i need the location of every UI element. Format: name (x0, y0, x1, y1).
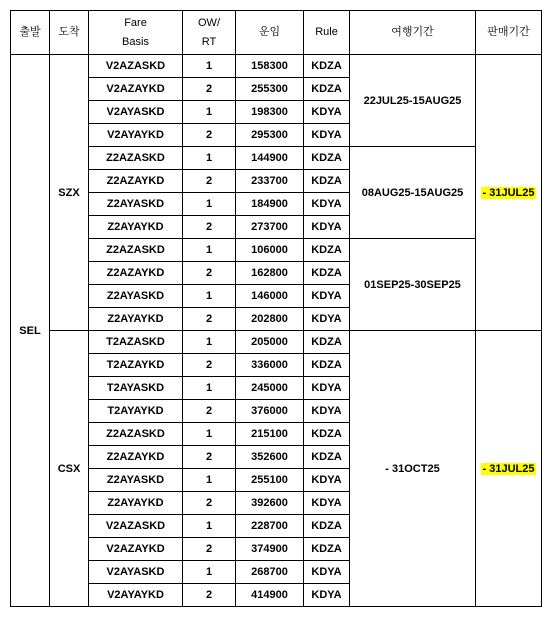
fare-basis-cell: V2AYAYKD (89, 124, 183, 147)
sales-period-highlight: - 31JUL25 (482, 462, 535, 475)
table-row (11, 331, 542, 354)
owrt-cell: 1 (183, 377, 236, 400)
fare-basis-cell: V2AZAYKD (89, 538, 183, 561)
rule-cell: KDZA (304, 515, 350, 538)
fare-cell: 146000 (236, 285, 304, 308)
owrt-cell: 1 (183, 285, 236, 308)
owrt-cell: 2 (183, 170, 236, 193)
fare-table (10, 10, 542, 607)
owrt-cell: 2 (183, 308, 236, 331)
owrt-cell: 2 (183, 354, 236, 377)
fare-basis-cell: T2AYASKD (89, 377, 183, 400)
fare-basis-cell: Z2AZASKD (89, 239, 183, 262)
fare-basis-cell: T2AZASKD (89, 331, 183, 354)
fare-basis-cell: Z2AZASKD (89, 423, 183, 446)
fare-cell: 202800 (236, 308, 304, 331)
owrt-cell: 2 (183, 584, 236, 607)
travel-period-cell: 01SEP25-30SEP25 (350, 239, 476, 331)
owrt-cell: 2 (183, 78, 236, 101)
owrt-cell: 1 (183, 55, 236, 78)
header-fare: 운임 (236, 11, 304, 55)
fare-basis-cell: T2AYAYKD (89, 400, 183, 423)
rule-cell: KDYA (304, 492, 350, 515)
rule-cell: KDYA (304, 400, 350, 423)
fare-basis-cell: V2AZASKD (89, 55, 183, 78)
fare-cell: 374900 (236, 538, 304, 561)
fare-cell: 268700 (236, 561, 304, 584)
dest-cell: SZX (50, 55, 89, 331)
owrt-cell: 2 (183, 400, 236, 423)
header-rule: Rule (304, 11, 350, 55)
fare-cell: 106000 (236, 239, 304, 262)
rule-cell: KDYA (304, 469, 350, 492)
fare-basis-cell: Z2AZASKD (89, 147, 183, 170)
fare-cell: 144900 (236, 147, 304, 170)
rule-cell: KDYA (304, 377, 350, 400)
rule-cell: KDZA (304, 538, 350, 561)
header-owrt-line1: OW/ (198, 16, 220, 29)
fare-cell: 198300 (236, 101, 304, 124)
header-fare-basis-line1: Fare (124, 16, 147, 29)
fare-basis-cell: Z2AZAYKD (89, 170, 183, 193)
fare-basis-cell: V2AZAYKD (89, 78, 183, 101)
owrt-cell: 1 (183, 423, 236, 446)
rule-cell: KDYA (304, 101, 350, 124)
header-dest: 도착 (50, 11, 89, 55)
header-owrt-line2: RT (201, 35, 217, 48)
fare-cell: 215100 (236, 423, 304, 446)
fare-basis-cell: Z2AYAYKD (89, 216, 183, 239)
origin-cell: SEL (11, 55, 50, 607)
fare-basis-cell: V2AYASKD (89, 561, 183, 584)
fare-cell: 336000 (236, 354, 304, 377)
travel-period-cell: 08AUG25-15AUG25 (350, 147, 476, 239)
header-fare-basis-line2: Basis (122, 35, 149, 48)
sales-period-cell (476, 55, 542, 331)
owrt-cell: 2 (183, 446, 236, 469)
header-travel-period: 여행기간 (350, 11, 476, 55)
fare-basis-cell: V2AYAYKD (89, 584, 183, 607)
rule-cell: KDYA (304, 216, 350, 239)
fare-cell: 245000 (236, 377, 304, 400)
rule-cell: KDZA (304, 446, 350, 469)
fare-basis-cell: Z2AZAYKD (89, 446, 183, 469)
fare-basis-cell: Z2AYASKD (89, 469, 183, 492)
sales-period-cell (476, 331, 542, 607)
owrt-cell: 1 (183, 147, 236, 170)
rule-cell: KDZA (304, 147, 350, 170)
travel-period-cell: 22JUL25-15AUG25 (350, 55, 476, 147)
fare-cell: 233700 (236, 170, 304, 193)
travel-period-cell: - 31OCT25 (350, 331, 476, 607)
rule-cell: KDZA (304, 262, 350, 285)
sales-period-highlight: - 31JUL25 (482, 186, 535, 199)
fare-cell: 255300 (236, 78, 304, 101)
fare-cell: 376000 (236, 400, 304, 423)
fare-cell: 414900 (236, 584, 304, 607)
owrt-cell: 1 (183, 561, 236, 584)
rule-cell: KDYA (304, 308, 350, 331)
header-owrt (183, 11, 236, 55)
rule-cell: KDZA (304, 78, 350, 101)
fare-cell: 228700 (236, 515, 304, 538)
rule-cell: KDYA (304, 285, 350, 308)
owrt-cell: 1 (183, 239, 236, 262)
owrt-cell: 1 (183, 331, 236, 354)
fare-cell: 255100 (236, 469, 304, 492)
fare-cell: 392600 (236, 492, 304, 515)
fare-basis-cell: V2AZASKD (89, 515, 183, 538)
rule-cell: KDZA (304, 354, 350, 377)
table-body (11, 55, 542, 607)
owrt-cell: 2 (183, 538, 236, 561)
owrt-cell: 1 (183, 515, 236, 538)
table-row (11, 55, 542, 78)
rule-cell: KDZA (304, 239, 350, 262)
owrt-cell: 1 (183, 193, 236, 216)
rule-cell: KDYA (304, 124, 350, 147)
owrt-cell: 2 (183, 124, 236, 147)
header-sales-period: 판매기간 (476, 11, 542, 55)
fare-basis-cell: Z2AZAYKD (89, 262, 183, 285)
table-row (11, 239, 542, 262)
rule-cell: KDYA (304, 193, 350, 216)
fare-cell: 184900 (236, 193, 304, 216)
fare-cell: 295300 (236, 124, 304, 147)
owrt-cell: 1 (183, 101, 236, 124)
fare-cell: 205000 (236, 331, 304, 354)
fare-basis-cell: V2AYASKD (89, 101, 183, 124)
rule-cell: KDZA (304, 55, 350, 78)
owrt-cell: 2 (183, 262, 236, 285)
owrt-cell: 1 (183, 469, 236, 492)
fare-cell: 352600 (236, 446, 304, 469)
owrt-cell: 2 (183, 216, 236, 239)
dest-cell: CSX (50, 331, 89, 607)
rule-cell: KDYA (304, 584, 350, 607)
rule-cell: KDYA (304, 561, 350, 584)
rule-cell: KDZA (304, 423, 350, 446)
fare-cell: 158300 (236, 55, 304, 78)
header-fare-basis (89, 11, 183, 55)
fare-basis-cell: Z2AYASKD (89, 285, 183, 308)
fare-basis-cell: Z2AYASKD (89, 193, 183, 216)
fare-basis-cell: T2AZAYKD (89, 354, 183, 377)
rule-cell: KDZA (304, 331, 350, 354)
fare-cell: 162800 (236, 262, 304, 285)
table-header (11, 11, 542, 55)
rule-cell: KDZA (304, 170, 350, 193)
header-origin: 출발 (11, 11, 50, 55)
fare-basis-cell: Z2AYAYKD (89, 492, 183, 515)
owrt-cell: 2 (183, 492, 236, 515)
fare-basis-cell: Z2AYAYKD (89, 308, 183, 331)
table-row (11, 147, 542, 170)
fare-cell: 273700 (236, 216, 304, 239)
